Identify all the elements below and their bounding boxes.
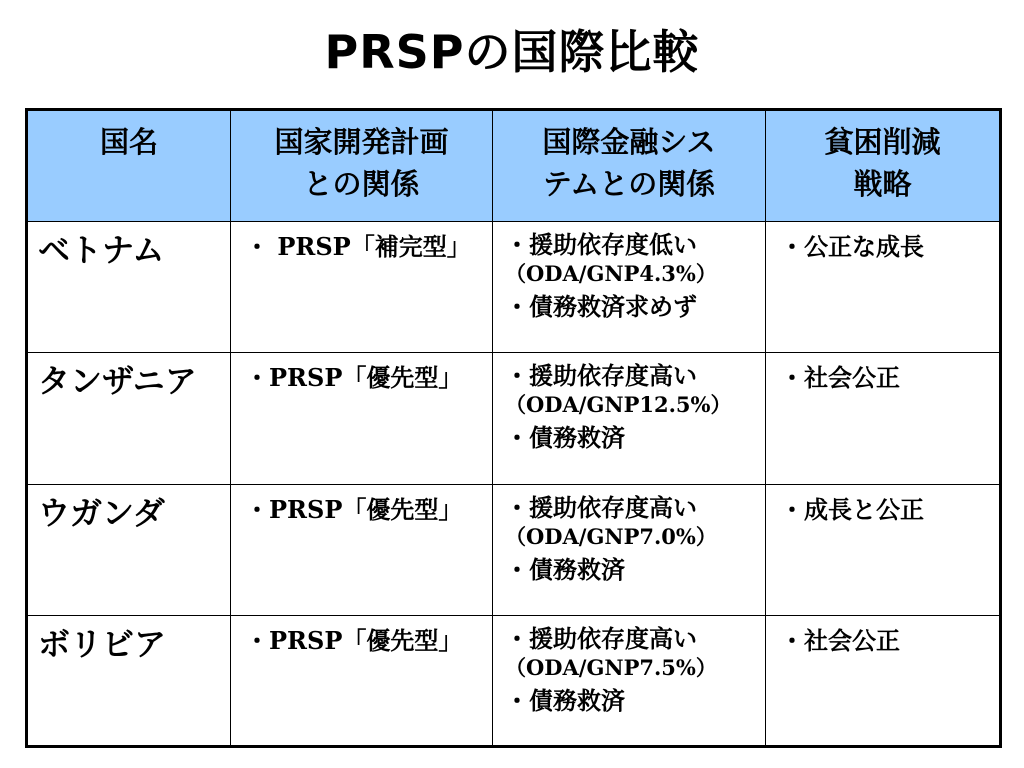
- comparison-table-container: [25, 108, 999, 748]
- debt-relief: ・債務救済: [505, 686, 625, 715]
- table-header-row: [27, 110, 1001, 222]
- header-country: [27, 110, 231, 222]
- header-intl-finance-line2: テムとの関係: [542, 167, 716, 201]
- header-intl-finance: [493, 110, 766, 222]
- header-country-line1: 国名: [99, 125, 158, 159]
- prsp-type: 「優先型」: [342, 364, 463, 393]
- debt-relief: ・債務救済求めず: [505, 293, 697, 321]
- comparison-table: [25, 108, 1002, 748]
- oda-gnp-ratio: （ODA/GNP4.3%）: [505, 261, 717, 286]
- intl-finance-cell: [493, 222, 766, 353]
- prsp-bullet: ・: [245, 626, 269, 655]
- prsp-latin: PRSP: [269, 625, 343, 655]
- page-title: PRSPの国際比較: [324, 25, 700, 79]
- country-cell: ベトナム: [27, 222, 231, 353]
- prsp-cell: [231, 353, 493, 484]
- prsp-latin: PRSP: [269, 494, 343, 524]
- header-national-plan: [231, 110, 493, 222]
- aid-dependency: ・援助依存度高い: [505, 624, 697, 653]
- table-row: [27, 484, 1001, 615]
- prsp-type: 「優先型」: [342, 495, 463, 524]
- table-row: [27, 615, 1001, 746]
- strategy-cell: ・社会公正: [766, 615, 1001, 746]
- strategy-cell: ・公正な成長: [766, 222, 1001, 353]
- aid-dependency: ・援助依存度低い: [505, 231, 697, 259]
- prsp-cell: [231, 615, 493, 746]
- strategy-cell: ・社会公正: [766, 353, 1001, 484]
- table-row: [27, 353, 1001, 484]
- header-national-plan-line2: との関係: [303, 167, 420, 201]
- country-cell: ウガンダ: [27, 484, 231, 615]
- aid-dependency: ・援助依存度高い: [505, 362, 697, 391]
- header-poverty-strategy: [766, 110, 1001, 222]
- header-poverty-strategy-line1: 貧困削減: [824, 125, 941, 159]
- intl-finance-cell: [493, 615, 766, 746]
- prsp-cell: [231, 484, 493, 615]
- prsp-type: 「優先型」: [342, 626, 463, 655]
- header-intl-finance-line1: 国際金融シス: [542, 125, 716, 159]
- header-national-plan-line1: 国家開発計画: [274, 125, 449, 159]
- prsp-bullet: ・: [245, 364, 269, 393]
- oda-gnp-ratio: （ODA/GNP7.5%）: [505, 654, 717, 680]
- aid-dependency: ・援助依存度高い: [505, 493, 697, 522]
- prsp-bullet: ・: [245, 495, 269, 524]
- oda-gnp-ratio: （ODA/GNP7.0%）: [505, 523, 717, 549]
- table-row: [27, 222, 1001, 353]
- intl-finance-cell: [493, 484, 766, 615]
- debt-relief: ・債務救済: [505, 424, 625, 453]
- debt-relief: ・債務救済: [505, 555, 625, 584]
- header-poverty-strategy-line2: 戦略: [853, 167, 912, 201]
- prsp-latin: PRSP: [277, 232, 351, 261]
- strategy-cell: ・成長と公正: [766, 484, 1001, 615]
- prsp-bullet: ・: [245, 233, 278, 261]
- intl-finance-cell: [493, 353, 766, 484]
- country-cell: タンザニア: [27, 353, 231, 484]
- prsp-latin: PRSP: [269, 363, 343, 393]
- prsp-type: 「補完型」: [350, 233, 471, 261]
- country-cell: ボリビア: [27, 615, 231, 746]
- oda-gnp-ratio: （ODA/GNP12.5%）: [505, 392, 732, 418]
- prsp-cell: [231, 222, 493, 353]
